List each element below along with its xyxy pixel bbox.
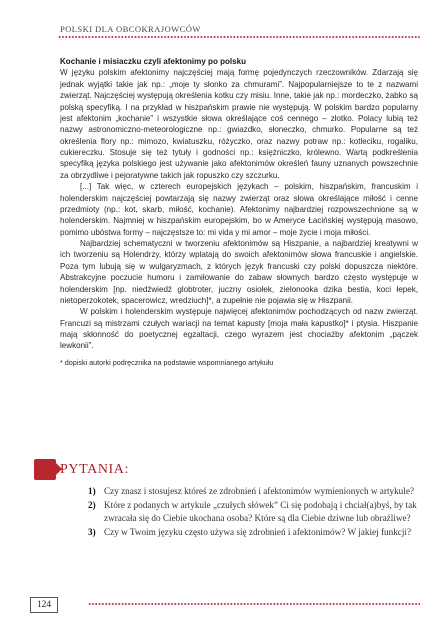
question-item — [88, 499, 418, 524]
page-number: 124 — [30, 597, 58, 613]
question-text: Które z podanych w artykule „czułych słówek” Ci się podobają i chciał(a)byś, by tak zwracała się do Ciebie ukochana osoba? Które są dla Ciebie dziwne lub obraźliwe? — [104, 500, 417, 523]
questions-marker-icon — [34, 459, 56, 480]
footnote: * dopiski autorki podręcznika na podstawie wspomnianego artykułu — [60, 357, 274, 367]
question-number: 1) — [88, 486, 96, 496]
question-item — [88, 526, 418, 538]
question-number: 2) — [88, 500, 96, 511]
article-paragraph: [...] Tak więc, w czterech europejskich językach – polskim, hiszpańskim, francuskim i holenderskim najczęściej powtarzają się nazwy zwierząt oraz słowa określające miłość i cenne przedmioty (np.: kot, skarb, miłość, kochanie). Afektonimy najbardziej rozpowszechnione są w holenderskim. Najmniej w hiszpańskim europejskim, bo w Ameryce Łacińskiej występują masowo, pomimo ubóstwa formy – najczęstsze to: mi vida y mi amor – moje życie i moja miłości. — [60, 182, 418, 237]
article-paragraph: W polskim i holenderskim występuje najwięcej afektonimów pochodzących od nazw zwierząt. Francuzi są mistrzami czułych wariacji na temat kapusty [moja mała kapustko]* i ptysia. Hiszpanie mają skłonność do poetycznej egzaltacji, czego wyrazem jest chociażby afektonim „pączek lewkonii”. — [60, 307, 418, 351]
question-number: 3) — [88, 527, 96, 538]
article-paragraph: Najbardziej schematyczni w tworzeniu afektonimów są Hiszpanie, a najbardziej kreatywni w ich tworzeniu są Holendrzy, którzy wplatają do swoich afektonimów słowa francuskie i angielskie. Poza tym lubują się w wulgaryzmach, z których język francuski czy polski dopuszcza niektóre. Abstrakcyjne poczucie humoru i zamiłowanie do zabaw słownych bardzo często występuje w holenderskim [np. niedźwiedź globtroter, juczny osiołek, zielonooka dzika bestia, koci łepek, nietoperzokotek, spacerowicz, wredziuch]*, a zupełnie nie pojawia się w Hiszpanii. — [60, 239, 418, 305]
questions-list — [88, 485, 418, 541]
question-text: Czy w Twoim języku często używa się zdrobnień i afektonimów? W jakiej funkcji? — [104, 527, 412, 538]
question-text: Czy znasz i stosujesz któreś ze zdrobnień i afektonimów wymienionych w artykule? — [104, 486, 414, 496]
article-paragraph: W języku polskim afektonimy najczęściej mają formę pojedynczych rzeczowników. Zdarzają się jednak wyjątki takie jak np.: „moje ty słonko za chmurami”. Najpopularniejsze to te z nazwami zwierząt. Najczęściej występują określenia kotku czy misiu. Inne, takie jak np.: mordeczko, żabko są polską specyfiką. I na przykład w hiszpańskim prawie nie występują. W polskim bardzo popularny jest afektonim „kochanie” i wszystkie słowa określające coś cennego – złotko. Polacy lubią też nazwy astronomiczno-meteorologiczne np.: gwiazdko, słoneczko, chmurko. Popularne są też określenia flory np.: mimozo, kwiatuszku, różyczko, oraz nazwy potraw np.: kotleciku, rogaliku, cukiereczku. Stosuje się też tytuły i godności np.: księżniczko, królewno. Wartą podkreślenia specyfiką języka polskiego jest używanie jako afektonimów określeń fauny uznanych powszechnie za obrzydliwe i pejoratywne takich jak ropuszko czy szczurku. — [60, 68, 418, 180]
article — [60, 56, 418, 368]
header-dotted-divider — [58, 36, 420, 38]
running-header: POLSKI DLA OBCOKRAJOWCÓW — [60, 24, 201, 34]
footer-dotted-divider — [88, 603, 420, 605]
questions-heading: PYTANIA: — [60, 462, 130, 477]
article-title: Kochanie i misiaczku czyli afektonimy po polsku — [60, 57, 247, 66]
question-item — [88, 485, 418, 497]
